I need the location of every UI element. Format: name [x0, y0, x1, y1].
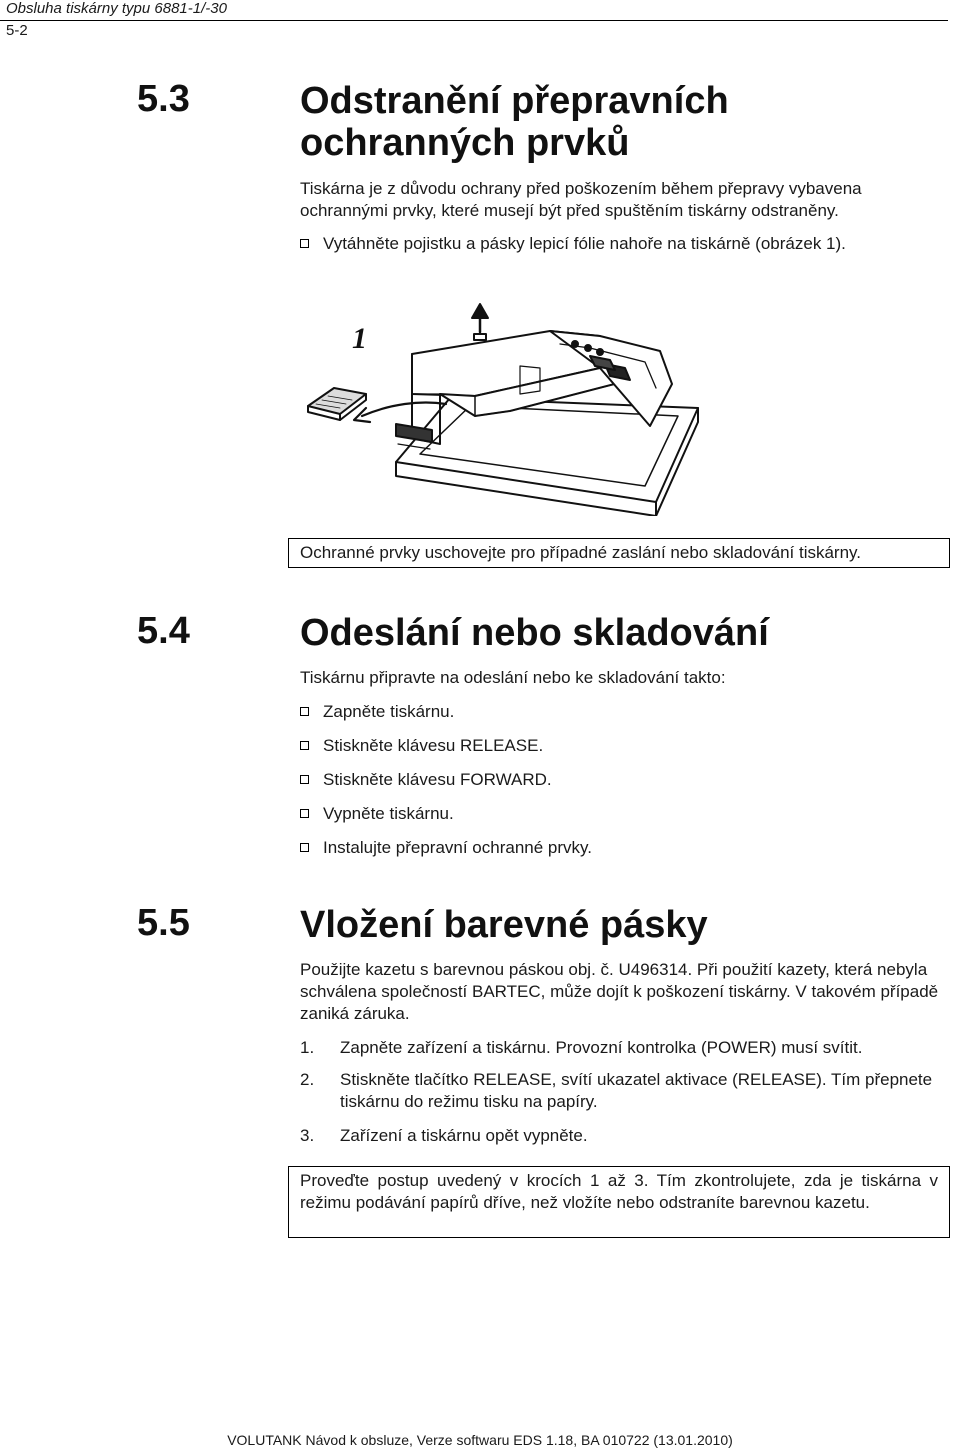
header-divider — [0, 20, 948, 21]
bullet-text: Vytáhněte pojistku a pásky lepicí fólie nahoře na tiskárně (obrázek 1). — [323, 234, 846, 253]
list-item — [300, 701, 454, 723]
section-5-4-number: 5.4 — [137, 610, 190, 652]
section-5-3-title-line1: Odstranění přepravních — [300, 80, 729, 122]
list-item-text: Instalujte přepravní ochranné prvky. — [323, 838, 592, 857]
bullet-square-icon — [300, 239, 309, 248]
section-5-3-intro: Tiskárna je z důvodu ochrany před poškozením během přepravy vybavena ochrannými prvky, které musejí být před spuštěním tiskárny odstraněny. — [300, 179, 862, 220]
section-5-4-intro: Tiskárnu připravte na odeslání nebo ke skladování takto: — [300, 668, 726, 687]
bullet-square-icon — [300, 775, 309, 784]
figure-label: 1 — [352, 322, 367, 355]
step-text: Stiskněte tlačítko RELEASE, svítí ukazatel aktivace (RELEASE). Tím přepnete tiskárnu do režimu tisku na papíry. — [340, 1070, 933, 1111]
list-item-text: Stiskněte klávesu RELEASE. — [323, 736, 544, 755]
section-5-3-number: 5.3 — [137, 78, 190, 120]
step-text: Zařízení a tiskárnu opět vypněte. — [340, 1126, 588, 1145]
document-title: Obsluha tiskárny typu 6881-1/-30 — [6, 0, 227, 17]
list-item — [300, 735, 543, 757]
step-item — [300, 1125, 950, 1147]
printer-figure — [300, 276, 702, 516]
step-item — [300, 1069, 950, 1113]
section-5-3-bullet — [300, 233, 846, 255]
section-5-5-number: 5.5 — [137, 902, 190, 944]
bullet-square-icon — [300, 809, 309, 818]
section-5-4-title: Odeslání nebo skladování — [300, 612, 769, 654]
protection-note: Ochranné prvky uschovejte pro případné zaslání nebo skladování tiskárny. — [288, 538, 950, 568]
section-5-5-title: Vložení barevné pásky — [300, 904, 708, 946]
list-item-text: Vypněte tiskárnu. — [323, 804, 454, 823]
step-number: 3. — [300, 1126, 315, 1145]
page-footer — [0, 1432, 960, 1448]
list-item-text: Zapněte tiskárnu. — [323, 702, 455, 721]
page-number: 5-2 — [6, 22, 28, 39]
footer-text: VOLUTANK Návod k obsluze, Verze softwaru EDS 1.18, BA 010722 (13.01.2010) — [227, 1432, 733, 1448]
section-5-5-intro: Použijte kazetu s barevnou páskou obj. č. U496314. Při použití kazety, která nebyla schválena společností BARTEC, může dojít k poškození tiskárny. V takovém případě zaniká záruka. — [300, 960, 939, 1023]
step-item — [300, 1037, 950, 1059]
section-5-3-title-line2: ochranných prvků — [300, 122, 630, 164]
list-item — [300, 837, 592, 859]
list-item — [300, 803, 454, 825]
ribbon-note: Proveďte postup uvedený v krocích 1 až 3. Tím zkontrolujete, zda je tiskárna v režimu podávání papírů dříve, než vložíte nebo odstraníte barevnou kazetu. — [288, 1166, 950, 1238]
section-5-3-title — [300, 80, 729, 164]
step-number: 2. — [300, 1070, 315, 1089]
list-item — [300, 769, 552, 791]
list-item-text: Stiskněte klávesu FORWARD. — [323, 770, 552, 789]
bullet-square-icon — [300, 707, 309, 716]
step-text: Zapněte zařízení a tiskárnu. Provozní kontrolka (POWER) musí svítit. — [340, 1038, 863, 1057]
printer-illustration — [300, 276, 702, 516]
bullet-square-icon — [300, 843, 309, 852]
bullet-square-icon — [300, 741, 309, 750]
step-number: 1. — [300, 1038, 315, 1057]
